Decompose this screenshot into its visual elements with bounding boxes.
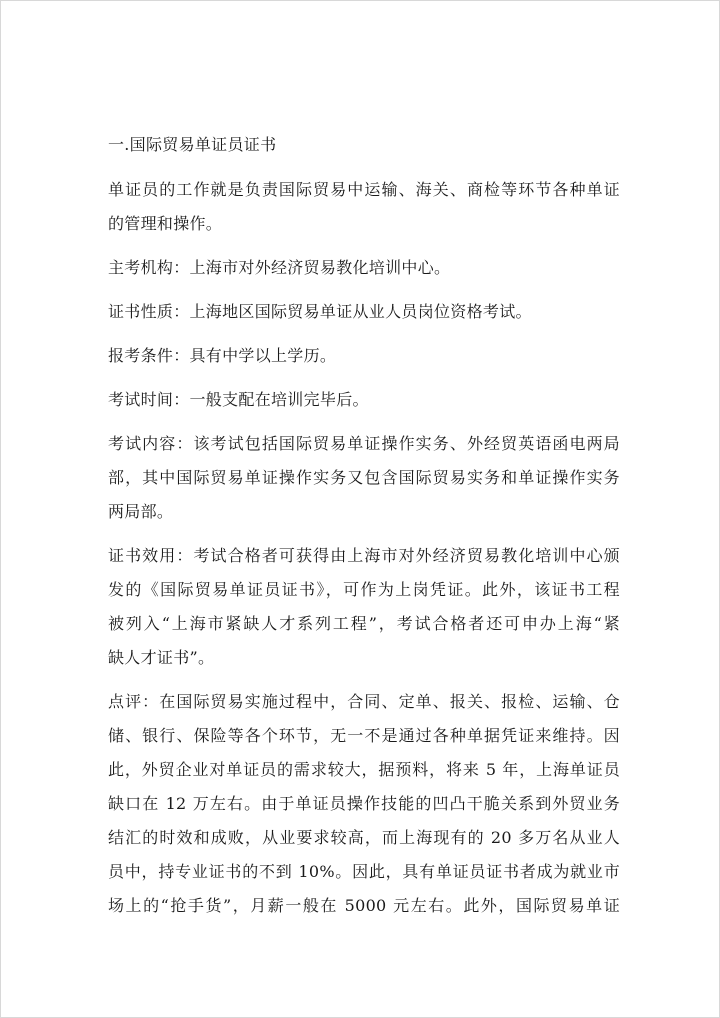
paragraph-line: 考试内容：该考试包括国际贸易单证操作实务、外经贸英语函电两局 — [108, 434, 620, 453]
document-body — [108, 127, 620, 923]
exam-time-line: 考试时间：一般支配在培训完毕后。 — [108, 390, 369, 409]
paragraph-line: 的管理和操作。 — [108, 214, 223, 233]
paragraph-line: 发的《国际贸易单证员证书》，可作为上岗凭证。此外，该证书工程 — [108, 580, 620, 599]
paragraph-line: 证书效用：考试合格者可获得由上海市对外经济贸易教化培训中心颁 — [108, 546, 620, 565]
section-heading: 一.国际贸易单证员证书 — [108, 135, 277, 154]
certificate-nature-line: 证书性质：上海地区国际贸易单证从业人员岗位资格考试。 — [108, 302, 532, 321]
intro-paragraph — [108, 173, 620, 241]
certificate-effect-paragraph — [108, 539, 620, 675]
paragraph-line: 储、银行、保险等各个环节，无一不是通过各种单据凭证来维持。因 — [108, 726, 620, 745]
exam-condition-line: 报考条件：具有中学以上学历。 — [108, 346, 337, 365]
paragraph-line: 缺人才证书”。 — [108, 648, 215, 667]
paragraph-line: 被列入“上海市紧缺人才系列工程”，考试合格者还可申办上海“紧 — [108, 614, 620, 633]
paragraph-line: 此，外贸企业对单证员的需求较大，据预料，将来 5 年，上海单证员 — [108, 760, 620, 779]
paragraph-line: 两局部。 — [108, 502, 174, 521]
paragraph-line: 结汇的时效和成败，从业要求较高，而上海现有的 20 多万名从业人 — [108, 828, 620, 847]
paragraph-line: 单证员的工作就是负责国际贸易中运输、海关、商检等环节各种单证 — [108, 180, 620, 199]
paragraph-line: 缺口在 12 万左右。由于单证员操作技能的凹凸干脆关系到外贸业务 — [108, 794, 620, 813]
paragraph-line: 部，其中国际贸易单证操作实务又包含国际贸易实务和单证操作实务 — [108, 468, 620, 487]
exam-content-paragraph — [108, 427, 620, 529]
host-institution-line: 主考机构：上海市对外经济贸易教化培训中心。 — [108, 258, 451, 277]
paragraph-line: 员中，持专业证书的不到 10%。因此，具有单证员证书者成为就业市 — [108, 862, 620, 881]
paragraph-line: 场上的“抢手货”，月薪一般在 5000 元左右。此外，国际贸易单证 — [108, 896, 620, 915]
paragraph-line: 点评：在国际贸易实施过程中，合同、定单、报关、报检、运输、仓 — [108, 692, 620, 711]
comment-paragraph — [108, 685, 620, 923]
